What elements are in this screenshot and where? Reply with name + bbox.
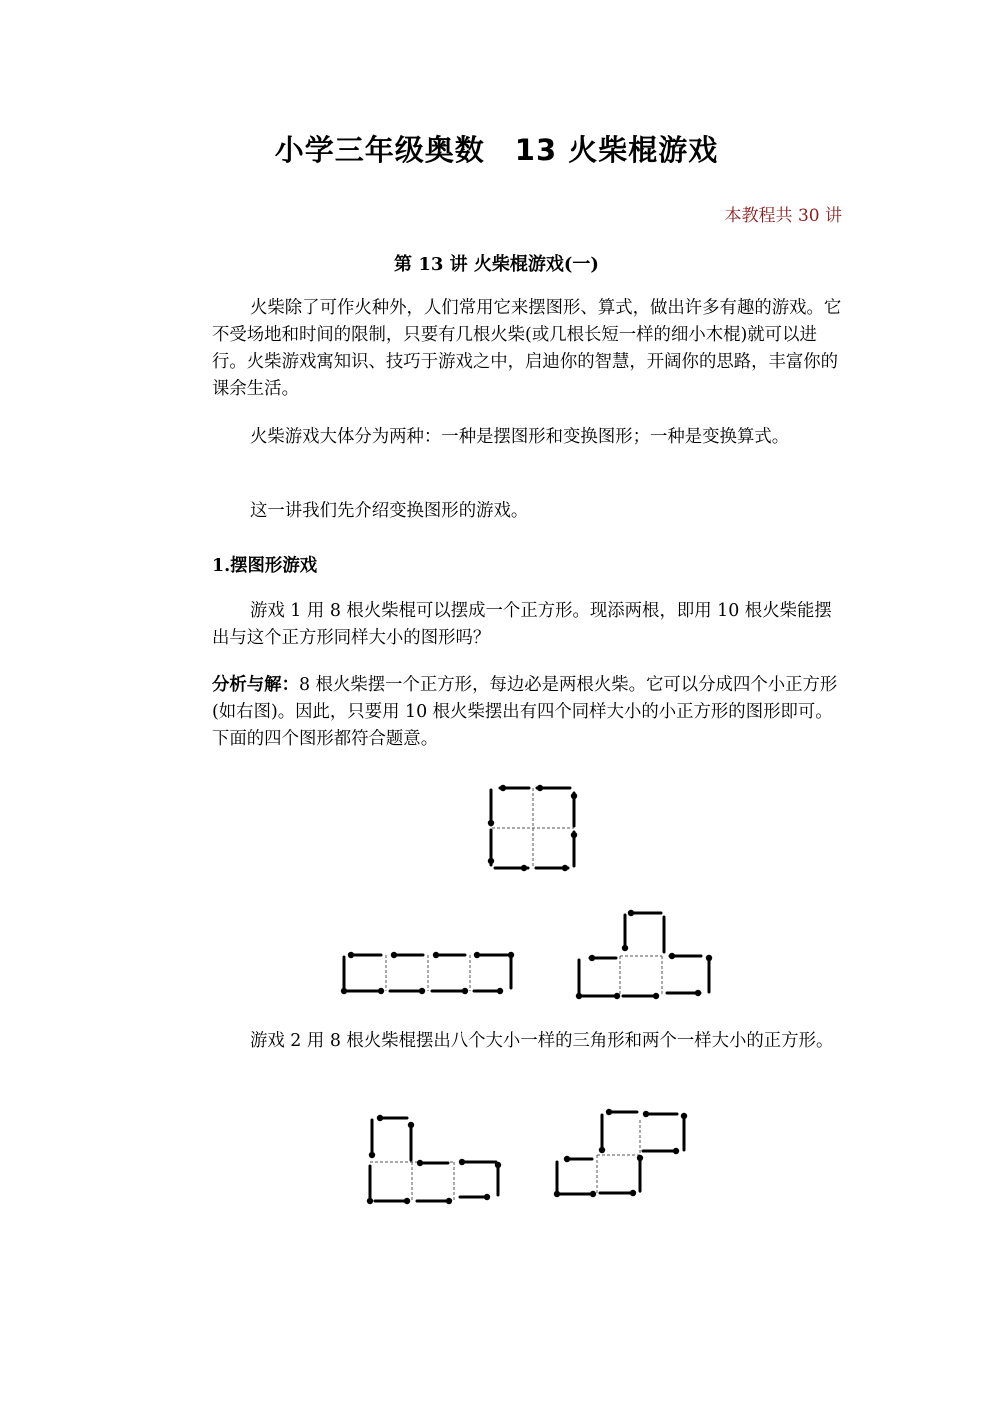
this-lecture-paragraph: 这一讲我们先介绍变换图形的游戏。 bbox=[250, 501, 529, 521]
game1-paragraph: 游戏 1 用 8 根火柴棍可以摆成一个正方形。现添两根，即用 10 根火柴能摆出与这个正方形同样大小的图形吗？ bbox=[212, 601, 832, 648]
figure-stepped-shape bbox=[554, 1109, 687, 1197]
lecture-title: 第 13 讲 火柴棍游戏(一) bbox=[394, 254, 599, 275]
document-title: 小学三年级奥数 13 火柴棍游戏 bbox=[274, 133, 719, 167]
section-heading: 1.摆图形游戏 bbox=[212, 556, 318, 576]
analysis-label: 分析与解： bbox=[212, 675, 299, 695]
figure-t-shape bbox=[576, 910, 712, 999]
series-note: 本教程共 30 讲 bbox=[724, 206, 842, 226]
intro-paragraph: 火柴除了可作火种外，人们常用它来摆图形、算式，做出许多有趣的游戏。它不受场地和时间的限制，只要有几根火柴(或几根长短一样的细小木棍)就可以进行。火柴游戏寓知识、技巧于游戏之中，启迪你的智慧，开阔你的思路，丰富你的课余生活。 bbox=[212, 298, 842, 399]
figure-big-square bbox=[488, 785, 577, 871]
figure-four-in-row bbox=[341, 952, 514, 994]
analysis-body: 8 根火柴摆一个正方形，每边必是两根火柴。它可以分成四个小正方形(如右图)。因此，只要用 10 根火柴摆出有四个同样大小的小正方形的图形即可。下面的四个图形都符合题意。 bbox=[212, 675, 838, 749]
types-paragraph: 火柴游戏大体分为两种：一种是摆图形和变换图形；一种是变换算式。 bbox=[250, 427, 790, 447]
figure-l-shape bbox=[367, 1115, 501, 1204]
game2-paragraph: 游戏 2 用 8 根火柴棍摆出八个大小一样的三角形和两个一样大小的正方形。 bbox=[250, 1031, 834, 1051]
